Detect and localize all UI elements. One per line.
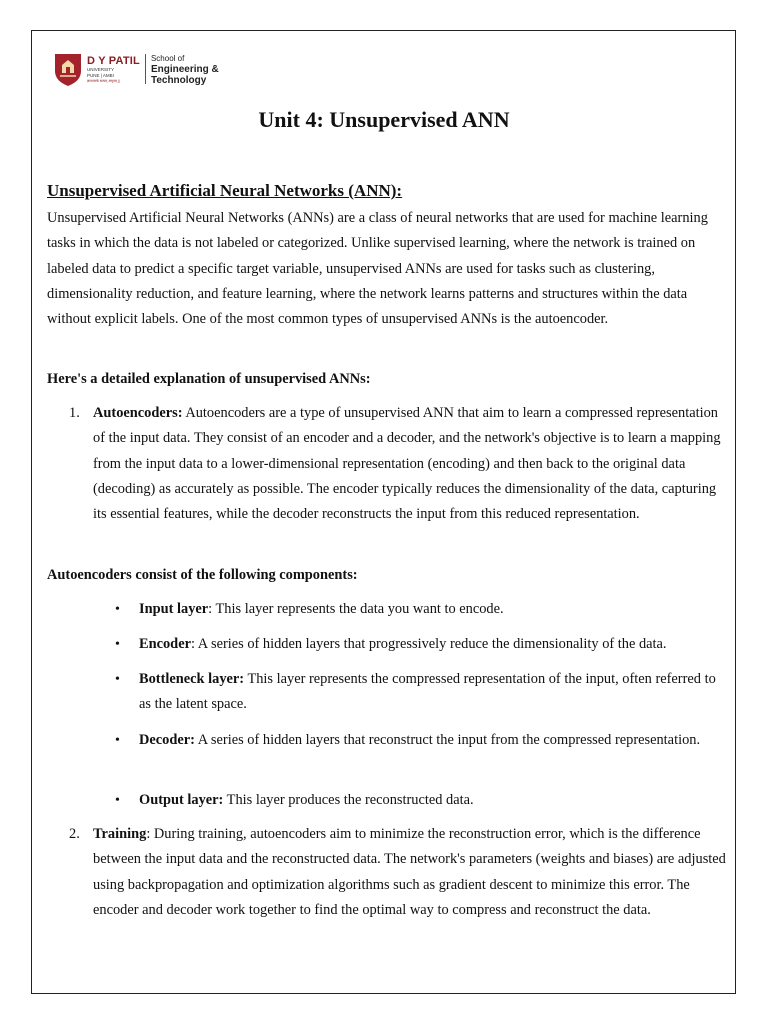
- list-marker-2: 2.: [69, 826, 80, 842]
- component-text: A series of hidden layers that reconstruct the input from the compressed representation.: [194, 732, 701, 748]
- bullet-icon: •: [115, 733, 120, 748]
- logo-school-line3: Technology: [150, 74, 207, 86]
- logo-school-line2: Engineering &: [150, 63, 219, 75]
- explanation-heading: Here's a detailed explanation of unsupervised ANNs:: [47, 371, 371, 387]
- bullet-icon: •: [115, 793, 120, 808]
- component-text: This layer represents the compressed representation of the input, often referred to as the latent space.: [139, 671, 716, 713]
- shield-emblem-icon: [53, 51, 83, 87]
- bullet-icon: •: [115, 672, 120, 687]
- component-input-layer: [139, 597, 729, 622]
- component-output-layer: [139, 788, 729, 813]
- page-title: Unit 4: Unsupervised ANN: [258, 107, 510, 132]
- list-item-training: [93, 822, 727, 923]
- bullet-icon: •: [115, 602, 120, 617]
- logo-tagline: ज्ञानात्मके सत्यम् अमृतम् ||: [87, 78, 120, 83]
- list-item-term: Autoencoders:: [93, 405, 183, 421]
- component-bottleneck-layer: [139, 667, 729, 718]
- list-marker-1: 1.: [69, 405, 80, 421]
- logo-school: [151, 53, 219, 86]
- component-text: : A series of hidden layers that progressively reduce the dimensionality of the data.: [190, 636, 667, 652]
- logo-school-line1: School of: [150, 53, 185, 63]
- components-heading: Autoencoders consist of the following components:: [47, 567, 358, 583]
- bullet-icon: •: [115, 637, 120, 652]
- component-term: Decoder:: [139, 732, 195, 748]
- component-term: Encoder: [139, 636, 191, 652]
- logo-location: PUNE | AMBI: [87, 72, 114, 78]
- component-term: Output layer:: [139, 792, 224, 808]
- component-decoder: [139, 728, 729, 753]
- intro-paragraph: Unsupervised Artificial Neural Networks (ANNs) are a class of neural networks that are used for machine learning tasks in which the data is not labeled or categorized. Unlike supervised learning, where the network is trained on labeled data to predict a specific target variable, unsupervised ANNs are used for tasks such as clustering, dimensionality reduction, and feature learning, where the network learns patterns and structures within the data without explicit labels. One of the most common types of unsupervised ANNs is the autoencoder.: [47, 210, 708, 328]
- list-item-term: Training: [93, 826, 147, 842]
- component-encoder: [139, 632, 729, 657]
- component-term: Input layer: [139, 601, 209, 617]
- logo-university-name: D Y PATIL: [87, 54, 140, 67]
- component-text: This layer produces the reconstructed data.: [223, 792, 474, 808]
- list-item-autoencoders: [93, 401, 727, 527]
- component-text: : This layer represents the data you want to encode.: [208, 601, 504, 617]
- logo-university-sub: UNIVERSITY: [87, 66, 115, 72]
- section-heading: Unsupervised Artificial Neural Networks (ANN):: [47, 181, 403, 200]
- list-item-text: Autoencoders are a type of unsupervised ANN that aim to learn a compressed representation of the input data. They consist of an encoder and a decoder, and the network's objective is to learn a mapping from the input data to a lower-dimensional representation (encoding) and then back to the original data (decoding) as accurately as possible. The encoder typically reduces the dimensionality of the data, capturing its essential features, while the decoder reconstructs the input from this reduced representation.: [93, 405, 721, 523]
- logo-divider: [145, 54, 146, 84]
- list-item-text: : During training, autoencoders aim to minimize the reconstruction error, which is the difference between the input data and the reconstructed data. The network's parameters (weights and biases) are adjusted using backpropagation and optimization algorithms such as gradient descent to minimize this error. The encoder and decoder work together to find the optimal way to compress and reconstruct the data.: [93, 826, 726, 918]
- university-logo: [53, 51, 219, 87]
- component-term: Bottleneck layer:: [139, 671, 245, 687]
